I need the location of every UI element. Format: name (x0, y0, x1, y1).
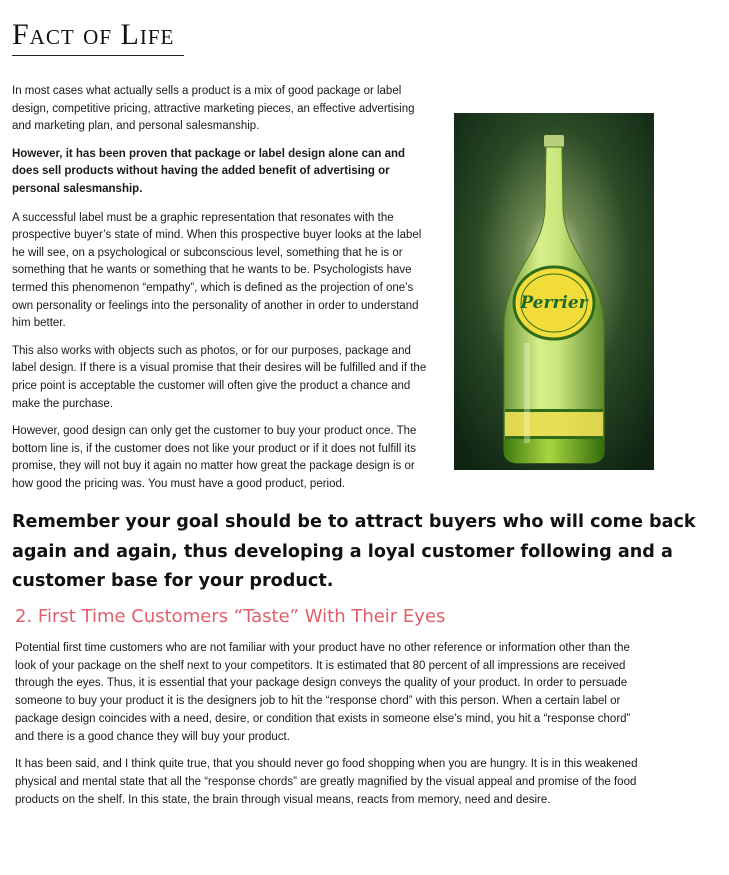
green-glass-bottle-icon (454, 113, 654, 470)
intro-paragraph-5: However, good design can only get the customer to buy your product once. The bottom line is, if the customer does not like your product or if it does not fulfill its promise, they will not buy it again no matter how great the package design is or how good the pricing was. You must have a good product, period. (12, 425, 417, 490)
intro-paragraph-3: A successful label must be a graphic representation that resonates with the prospective buyer’s state of mind. When this prospective buyer looks at the label he will see, on a psychological or subconscious level, something that he is or something that he wants or something that he wants to be. Psychologists have termed this phenomenon “empathy”, which is defined as the projection of one’s own personality or feelings into the personality of another in order to understand him better. (12, 211, 422, 330)
section-paragraph-2: It has been said, and I think quite true, that you should never go food shopping when you are hungry. It is in this weakened physical and mental state that all the “response chords” are greatly magnified by the visual appeal and promise of the food products on the shelf. In this state, the brain through visual means, reacts from memory, need and desire. (15, 758, 638, 806)
section-heading: 2. First Time Customers “Taste” With Their Eyes (15, 606, 446, 627)
product-photo (454, 113, 654, 470)
intro-paragraph-4: This also works with objects such as photos, or for our purposes, package and label design. If there is a visual promise that their desires will be fulfilled and if the price point is acceptable the customer will often give the product a chance and make the purchase. (12, 344, 427, 410)
callout-text: Remember your goal should be to attract buyers who will come back again and again, thus developing a loyal customer following and a customer base for your product. (12, 512, 696, 591)
intro-paragraph-1: In most cases what actually sells a product is a mix of good package or label design, competitive pricing, attractive marketing pieces, an effective advertising and marketing plan, and personal salesmanship. (12, 85, 415, 133)
page-title: Fact of Life (12, 18, 175, 51)
title-underline (12, 55, 184, 56)
intro-column (12, 83, 434, 503)
section-body (15, 640, 647, 819)
section-paragraph-1: Potential first time customers who are not familiar with your product have no other reference or information other than the look of your package on the shelf next to your competitors. It is estimated that 80 percent of all impressions are received through the eyes. Thus, it is essential that your package design conveys the quality of your product. In order to persuade someone to buy your product it is the designers job to hit the “response chord” with this person. When a certain label or package design coincides with a need, desire, or condition that exists in someone else’s mind, you hit a “response chord” and there is a good chance they will buy your product. (15, 642, 631, 743)
intro-paragraph-2: However, it has been proven that package or label design alone can and does sell products without having the added benefit of advertising or personal salesmanship. (12, 147, 406, 195)
svg-text:Perrier: Perrier (520, 293, 588, 313)
